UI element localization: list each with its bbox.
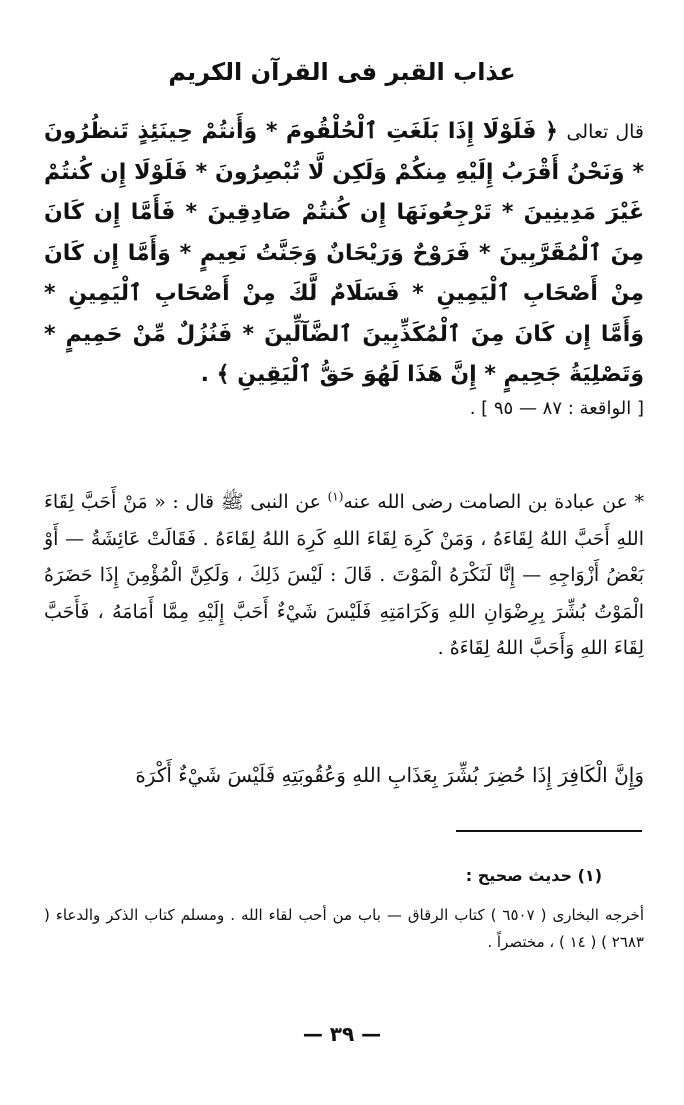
footnote-text: أخرجه البخارى ( ٦٥٠٧ ) كتاب الرقاق — باب من أحب لقاء الله . ومسلم كتاب الذكر والدعاء ( ٢٦٨٣ ) ( ١٤ ) ، مختصراً . bbox=[44, 906, 644, 951]
quran-verses-text: ﴿ فَلَوْلَا إِذَا بَلَغَتِ ٱلْحُلْقُومَ * وَأَنتُمْ حِينَئِذٍ تَنظُرُونَ * وَنَحْنُ أَقْرَبُ إِلَيْهِ مِنكُمْ وَلَكِن لَّا تُبْصِرُونَ * فَلَوْلَا إِن كُنتُمْ غَيْرَ مَدِينِينَ * تَرْجِعُونَهَا إِن كُنتُمْ صَادِقِينَ * فَأَمَّا إِن كَانَ مِنَ ٱلْمُقَرَّبِينَ * فَرَوْحٌ وَرَيْحَانٌ وَجَنَّتُ نَعِيمٍ * وَأَمَّا إِن كَانَ مِنْ أَصْحَابِ ٱلْيَمِينِ * فَسَلَامٌ لَّكَ مِنْ أَصْحَابِ ٱلْيَمِينِ * وَأَمَّا إِن كَانَ مِنَ ٱلْمُكَذِّبِينَ ٱلضَّآلِّينَ * فَنُزُلٌ مِّنْ حَمِيمٍ * وَتَصْلِيَةُ جَحِيمٍ * إِنَّ هَذَا لَهُوَ حَقُّ ٱلْيَقِينِ ﴾ . bbox=[44, 119, 644, 387]
hadith-lead: * عن عبادة بن الصامت رضى الله عنه bbox=[343, 491, 644, 513]
footnote-title: (١) حديث صحيح : bbox=[465, 866, 602, 885]
hadith-text: قال : « مَنْ أَحَبَّ لِقَاءَ اللهِ أَحَبَّ اللهُ لِقَاءَهُ ، وَمَنْ كَرِهَ لِقَاءَ اللهِ كَرِهَ اللهُ لِقَاءَهُ . فَقَالَتْ عَائِشَةُ — أَوْ بَعْضُ أَزْوَاجِهِ — إِنَّا لَنَكْرَهُ الْمَوْتَ . قَالَ : لَيْسَ ذَلِكَ ، وَلَكِنَّ الْمُؤْمِنَ إِذَا حَضَرَهُ الْمَوْتُ بُشِّرَ بِرِضْوَانِ اللهِ وَكَرَامَتِهِ فَلَيْسَ شَيْءٌ أَحَبَّ إِلَيْهِ مِمَّا أَمَامَهُ ، فَأَحَبَّ لِقَاءَ اللهِ وَأَحَبَّ اللهُ لِقَاءَهُ . bbox=[44, 491, 644, 659]
page-header-title: عذاب القبر فى القرآن الكريم bbox=[168, 58, 516, 86]
page-number: — ٣٩ — bbox=[302, 1022, 382, 1046]
quran-verses-paragraph bbox=[44, 112, 644, 396]
quran-intro: قال تعالى bbox=[566, 121, 644, 143]
hadith-lead-rest: عن النبى ﷺ bbox=[220, 491, 321, 513]
hadith-paragraph bbox=[44, 484, 644, 667]
hadith-continuation: وَإِنَّ الْكَافِرَ إِذَا حُضِرَ بُشِّرَ بِعَذَابِ اللهِ وَعُقُوبَتِهِ فَلَيْسَ شَيْءٌ أَكْرَهَ bbox=[135, 763, 644, 787]
surah-reference: [ الواقعة : ٨٧ — ٩٥ ] . bbox=[469, 398, 644, 419]
footnote-divider bbox=[456, 830, 642, 832]
footnote-marker: (١) bbox=[327, 489, 344, 504]
